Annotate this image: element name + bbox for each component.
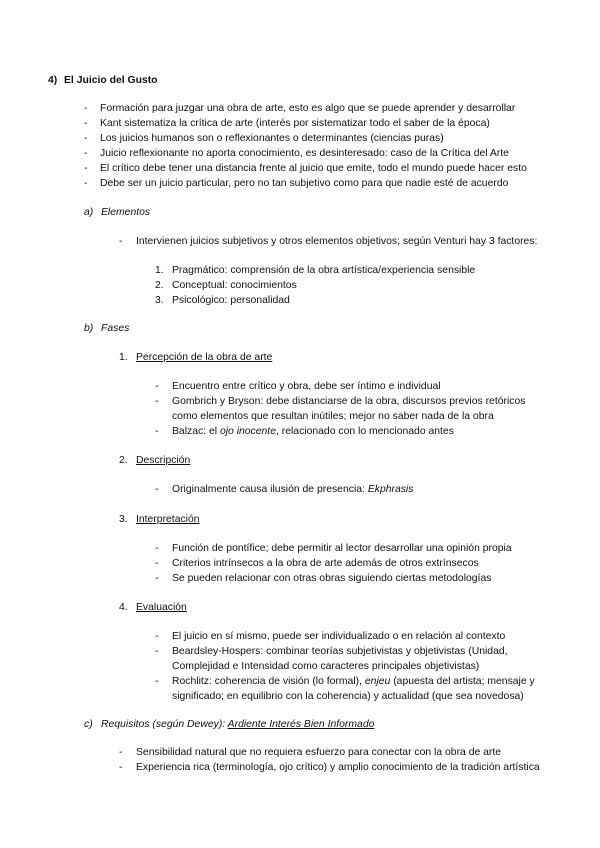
factor-item: Pragmático: comprensión de la obra artística/experiencia sensible bbox=[172, 265, 476, 276]
bullet-mark: - bbox=[119, 236, 123, 247]
bullet-mark: - bbox=[155, 558, 159, 569]
list-item: Debe ser un juicio particular, pero no tan subjetivo como para que nadie esté de acuerdo bbox=[100, 178, 509, 189]
phase-title: Percepción de la obra de arte bbox=[136, 352, 273, 363]
phase-title: Evaluación bbox=[136, 602, 187, 613]
phase-title: Interpretación bbox=[136, 514, 200, 525]
list-item: Formación para juzgar una obra de arte, esto es algo que se puede aprender y desarrollar bbox=[100, 103, 516, 114]
bullet-mark: - bbox=[84, 148, 88, 159]
subsection-c-title bbox=[101, 718, 374, 731]
text-run: Balzac: el bbox=[172, 426, 220, 437]
bullet-mark: - bbox=[155, 484, 159, 495]
list-item: Gombrich y Bryson: debe distanciarse de la obra, discursos previos retóricos bbox=[172, 396, 526, 407]
text-run: , relacionado con lo mencionado antes bbox=[275, 426, 454, 437]
list-item-continuation: como elementos que resultan inútiles; mejor no saber nada de la obra bbox=[172, 411, 494, 422]
list-item bbox=[172, 483, 413, 496]
list-item: Juicio reflexionante no aporta conocimiento, es desinteresado: caso de la Crítica del Arte bbox=[100, 148, 509, 159]
list-item: Función de pontífice; debe permitir al lector desarrollar una opinión propia bbox=[172, 543, 512, 554]
subsection-a-title: Elementos bbox=[101, 207, 151, 218]
list-item-continuation: significado; en equilibrio con la coherencia) y actualidad (que sea novedosa) bbox=[172, 691, 524, 702]
section-number: 4) bbox=[48, 75, 58, 86]
factor-item: Psicológico: personalidad bbox=[172, 295, 290, 306]
bullet-mark: - bbox=[155, 396, 159, 407]
bullet-mark: - bbox=[119, 762, 123, 773]
phase-number: 2. bbox=[119, 455, 128, 466]
list-item: Sensibilidad natural que no requiera esfuerzo para conectar con la obra de arte bbox=[136, 747, 502, 758]
bullet-mark: - bbox=[155, 543, 159, 554]
bullet-mark: - bbox=[84, 178, 88, 189]
list-item: Intervienen juicios subjetivos y otros elementos objetivos; según Venturi hay 3 factores: bbox=[136, 236, 538, 247]
bullet-mark: - bbox=[84, 163, 88, 174]
list-item: Los juicios humanos son o reflexionantes o determinantes (ciencias puras) bbox=[100, 133, 444, 144]
subsection-a-marker: a) bbox=[84, 207, 94, 218]
text-run: Originalmente causa ilusión de presencia: bbox=[172, 484, 368, 495]
bullet-mark: - bbox=[155, 631, 159, 642]
underlined-term: Ardiente Interés Bien Informado bbox=[227, 719, 375, 730]
bullet-mark: - bbox=[84, 103, 88, 114]
list-item bbox=[172, 675, 535, 688]
list-item: Kant sistematiza la crítica de arte (interés por sistematizar todo el saber de la época) bbox=[100, 118, 490, 129]
subsection-c-marker: c) bbox=[84, 719, 93, 730]
phase-title: Descripción bbox=[136, 455, 191, 466]
list-item-continuation: Complejidad e Intensidad como caracteres principales objetivistas) bbox=[172, 661, 480, 672]
list-item: Criterios intrínsecos a la obra de arte además de otros extrínsecos bbox=[172, 558, 479, 569]
bullet-mark: - bbox=[119, 747, 123, 758]
bullet-mark: - bbox=[84, 133, 88, 144]
italic-term: enjeu bbox=[364, 676, 391, 687]
factor-number: 3. bbox=[155, 295, 164, 306]
factor-item: Conceptual: conocimientos bbox=[172, 280, 297, 291]
list-item: Se pueden relacionar con otras obras siguiendo ciertas metodologías bbox=[172, 573, 492, 584]
italic-term: Ekphrasis bbox=[367, 484, 414, 495]
phase-number: 3. bbox=[119, 514, 128, 525]
factor-number: 1. bbox=[155, 265, 164, 276]
bullet-mark: - bbox=[84, 118, 88, 129]
phase-number: 1. bbox=[119, 352, 128, 363]
bullet-mark: - bbox=[155, 646, 159, 657]
list-item: Experiencia rica (terminología, ojo crítico) y amplio conocimiento de la tradición artística bbox=[136, 762, 540, 773]
text-run: Requisitos (según Dewey): bbox=[101, 719, 228, 730]
list-item: El juicio en sí mismo, puede ser individualizado o en relación al contexto bbox=[172, 631, 506, 642]
list-item bbox=[172, 425, 454, 438]
list-item: Beardsley-Hospers: combinar teorías subjetivistas y objetivistas (Unidad, bbox=[172, 646, 508, 657]
subsection-b-title: Fases bbox=[101, 323, 130, 334]
text-run: (apuesta del artista; mensaje y bbox=[390, 676, 535, 687]
bullet-mark: - bbox=[155, 426, 159, 437]
factor-number: 2. bbox=[155, 280, 164, 291]
list-item: Encuentro entre crítico y obra, debe ser íntimo e individual bbox=[172, 381, 441, 392]
bullet-mark: - bbox=[155, 381, 159, 392]
subsection-b-marker: b) bbox=[84, 323, 94, 334]
section-title: El Juicio del Gusto bbox=[64, 75, 158, 86]
text-run: Rochlitz: coherencia de visión (lo formal), bbox=[172, 676, 365, 687]
phase-number: 4. bbox=[119, 602, 128, 613]
list-item: El crítico debe tener una distancia frente al juicio que emite, todo el mundo puede hacer esto bbox=[100, 163, 527, 174]
italic-term: ojo inocente bbox=[219, 426, 276, 437]
bullet-mark: - bbox=[155, 676, 159, 687]
bullet-mark: - bbox=[155, 573, 159, 584]
